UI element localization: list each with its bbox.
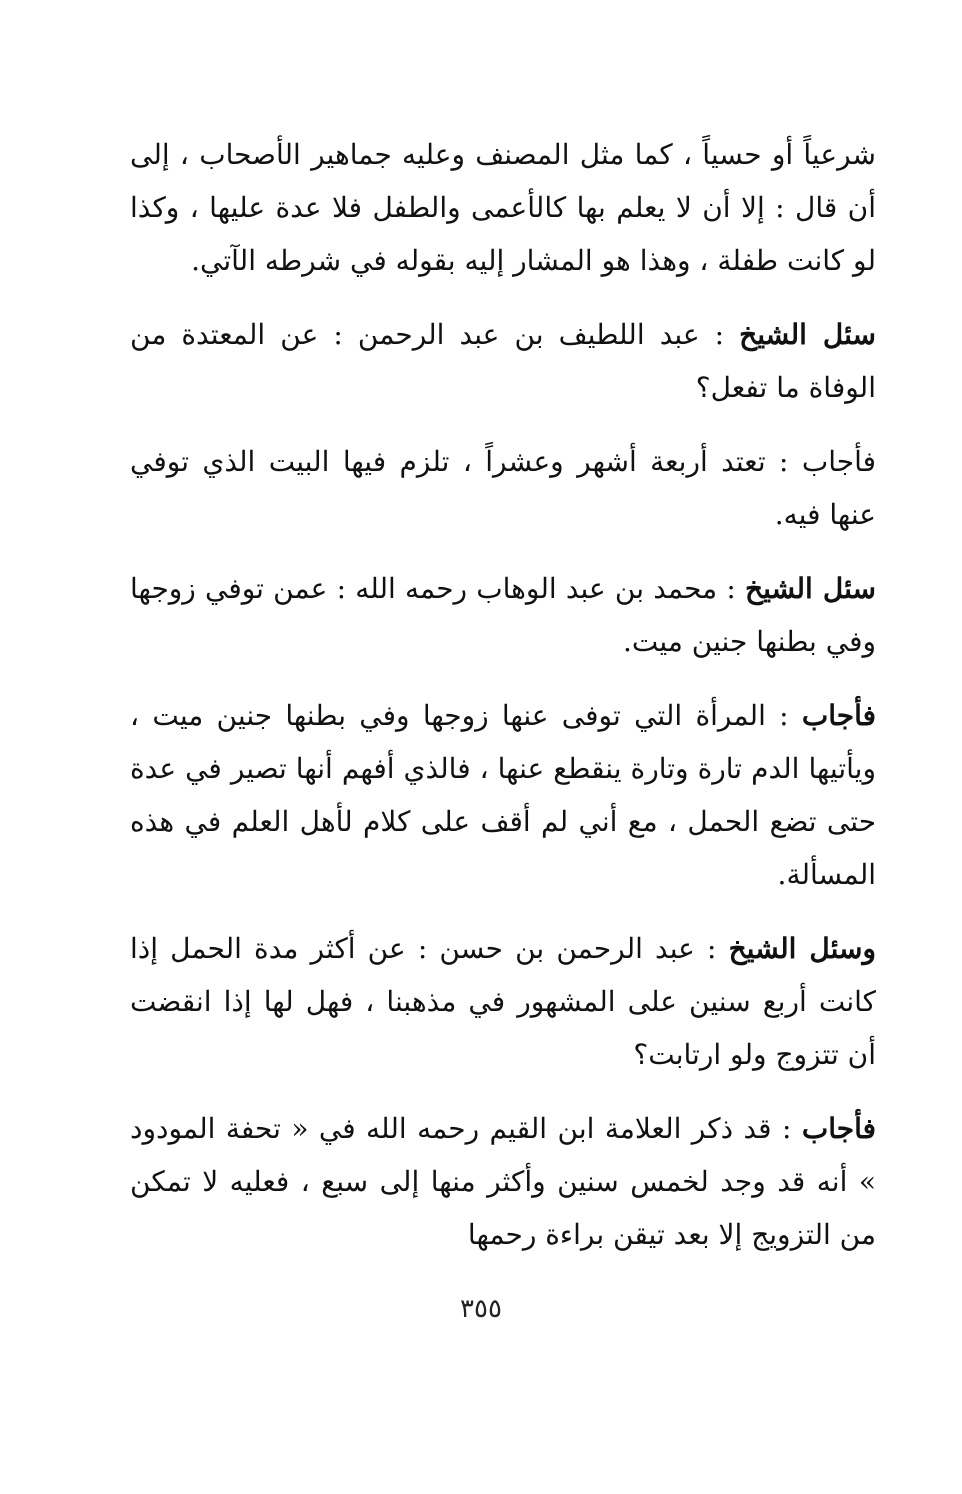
question-lead: سئل الشيخ xyxy=(745,572,876,605)
body-text xyxy=(130,128,876,1282)
question-lead: وسئل الشيخ xyxy=(728,932,876,965)
paragraph-6-text: : عبد الرحمن بن حسن : عن أكثر مدة الحمل إذا كانت أربع سنين على المشهور في مذهبنا ، فهل لها إذا انقضت أن تتزوج ولو ارتابت؟ xyxy=(130,932,876,1071)
answer-lead: فأجاب xyxy=(801,699,876,732)
paragraph-4-text: : محمد بن عبد الوهاب رحمه الله : عمن توفي زوجها وفي بطنها جنين ميت. xyxy=(130,572,876,658)
paragraph-6-question xyxy=(130,922,876,1081)
paragraph-4-question xyxy=(130,562,876,668)
paragraph-1-text: شرعياً أو حسياً ، كما مثل المصنف وعليه جماهير الأصحاب ، إلى أن قال : إلا أن لا يعلم بها كالأعمى والطفل فلا عدة عليها ، وكذا لو كانت طفلة ، وهذا هو المشار إليه بقوله في شرطه الآتي. xyxy=(130,138,876,277)
paragraph-7-answer xyxy=(130,1102,876,1261)
page-number: ٣٥٥ xyxy=(460,1294,502,1324)
paragraph-2-text: : عبد اللطيف بن عبد الرحمن : عن المعتدة من الوفاة ما تفعل؟ xyxy=(130,318,876,404)
paragraph-5-text: : المرأة التي توفى عنها زوجها وفي بطنها جنين ميت ، ويأتيها الدم تارة وتارة ينقطع عنها ، فالذي أفهم أنها تصير في عدة حتى تضع الحمل ، مع أني لم أقف على كلام لأهل العلم في هذه المسألة. xyxy=(130,699,876,891)
paragraph-2-question xyxy=(130,308,876,414)
paragraph-1 xyxy=(130,128,876,287)
answer-lead: فأجاب xyxy=(801,1112,876,1145)
paragraph-3-text: فأجاب : تعتد أربعة أشهر وعشراً ، تلزم فيها البيت الذي توفي عنها فيه. xyxy=(130,445,876,531)
paragraph-3-answer xyxy=(130,435,876,541)
paragraph-7-text: : قد ذكر العلامة ابن القيم رحمه الله في « تحفة المودود » أنه قد وجد لخمس سنين وأكثر منها إلى سبع ، فعليه لا تمكن من التزويج إلا بعد تيقن براءة رحمها xyxy=(130,1112,876,1251)
paragraph-5-answer xyxy=(130,689,876,901)
question-lead: سئل الشيخ xyxy=(739,318,876,351)
